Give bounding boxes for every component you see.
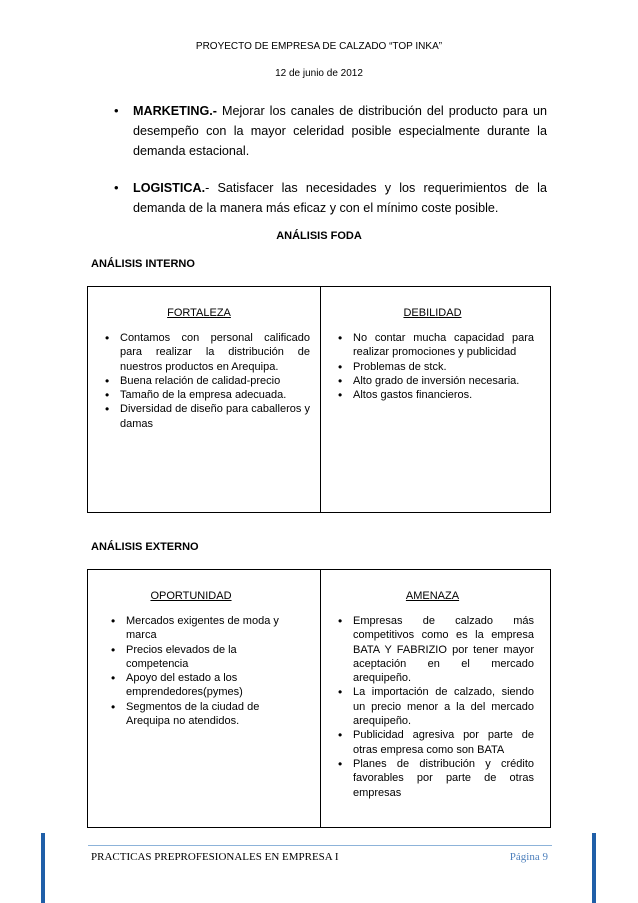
table-divider	[320, 287, 321, 512]
bullet-icon: •	[114, 180, 119, 195]
list-item: • Tamaño de la empresa adecuada.	[98, 388, 310, 402]
objective-text: - Satisfacer las necesidades y los requerimientos de la demanda de la manera más eficaz y con el mínimo coste posible.	[133, 181, 547, 215]
footer-course-name: PRACTICAS PREPROFESIONALES EN EMPRESA I	[91, 851, 339, 863]
header-title: PROYECTO DE EMPRESA DE CALZADO “TOP INKA”	[195, 41, 443, 52]
footer-right-bar	[592, 833, 596, 903]
list-item: • Altos gastos financieros.	[331, 388, 534, 402]
objective-marketing	[114, 101, 547, 161]
objective-logistica	[114, 178, 547, 218]
list-item: • Segmentos de la ciudad de Arequipa no atendidos.	[104, 700, 294, 729]
objective-text: Mejorar los canales de distribución del producto para un desempeño con la mayor celeridad posible especialmente durante la demanda estacional.	[133, 104, 547, 158]
objective-label: MARKETING.-	[133, 104, 217, 118]
list-item: • Mercados exigentes de moda y marca	[104, 614, 294, 643]
footer-page-number: Página 9	[509, 851, 548, 863]
list-item: • Diversidad de diseño para caballeros y damas	[98, 402, 310, 431]
list-item: • Alto grado de inversión necesaria.	[331, 374, 534, 388]
external-analysis-label: ANÁLISIS EXTERNO	[91, 541, 199, 553]
list-item: • La importación de calzado, siendo un precio menor a la del mercado arequipeño.	[331, 685, 534, 728]
list-item: • Planes de distribución y crédito favorables por parte de otras empresas	[331, 757, 534, 800]
list-item: • Empresas de calzado más competitivos como es la empresa BATA Y FABRIZIO por tener mayor aceptación en el mercado arequipeño.	[331, 614, 534, 685]
list-item: • Precios elevados de la competencia	[104, 643, 294, 672]
list-item: • Contamos con personal calificado para realizar la distribución de nuestros productos en Arequipa.	[98, 331, 310, 374]
weaknesses-heading: DEBILIDAD	[403, 307, 462, 319]
strengths-list	[98, 331, 310, 431]
opportunities-heading: OPORTUNIDAD	[150, 590, 232, 602]
threats-list	[331, 614, 534, 800]
list-item: • Apoyo del estado a los emprendedores(pymes)	[104, 671, 294, 700]
list-item: • Buena relación de calidad-precio	[98, 374, 310, 388]
internal-analysis-table	[87, 286, 551, 513]
list-item: • No contar mucha capacidad para realizar promociones y publicidad	[331, 331, 534, 360]
bullet-icon: •	[114, 103, 119, 118]
list-item: • Publicidad agresiva por parte de otras empresa como son BATA	[331, 728, 534, 757]
table-divider	[320, 570, 321, 827]
threats-heading: AMENAZA	[405, 590, 460, 602]
footer-rule	[88, 845, 552, 846]
opportunities-list	[104, 614, 294, 728]
internal-analysis-label: ANÁLISIS INTERNO	[91, 258, 195, 270]
list-item: • Problemas de stck.	[331, 360, 534, 374]
foda-title: ANÁLISIS FODA	[276, 230, 362, 242]
external-analysis-table	[87, 569, 551, 828]
footer-left-bar	[41, 833, 45, 903]
weaknesses-list	[331, 331, 534, 402]
strengths-heading: FORTALEZA	[167, 307, 231, 319]
header-date: 12 de junio de 2012	[275, 68, 363, 79]
objective-label: LOGISTICA.	[133, 181, 206, 195]
